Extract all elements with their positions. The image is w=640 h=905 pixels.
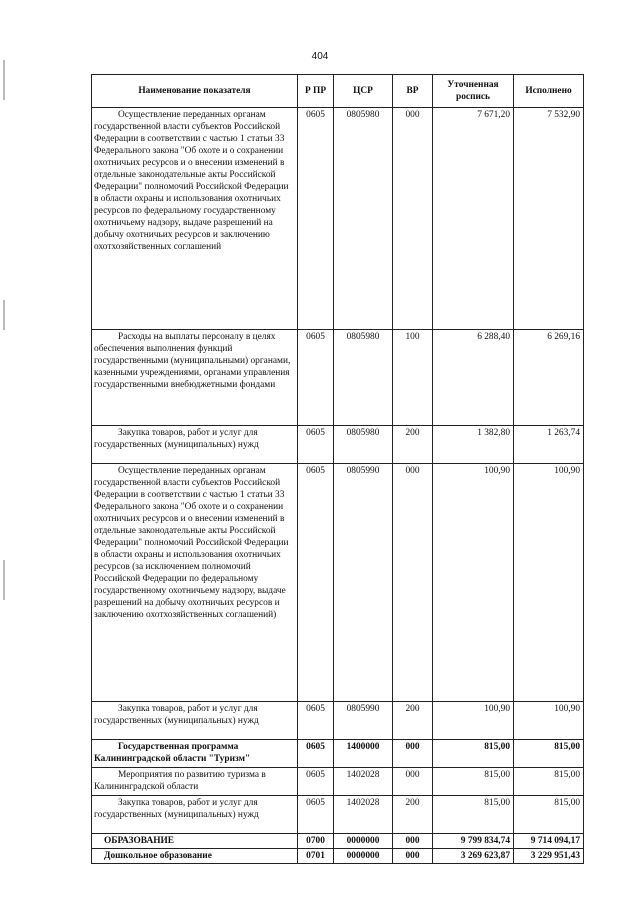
table-row (92, 702, 584, 740)
row-name: Закупка товаров, работ и услуг для государственных (муниципальных) нужд (92, 426, 298, 464)
row-name: Расходы на выплаты персоналу в целях обеспечения выполнения функций государственными (муниципальными) органами, казенными учреждениями, органами управления государственными внебюджетными фондами (92, 330, 298, 426)
row-plan: 815,00 (433, 740, 514, 768)
row-name: Мероприятия по развитию туризма в Калининградской области (92, 768, 298, 796)
row-csr: 0805980 (334, 330, 393, 426)
row-done: 815,00 (514, 796, 584, 834)
header-rpr: Р ПР (298, 75, 334, 108)
row-rpr: 0605 (298, 426, 334, 464)
row-plan: 815,00 (433, 768, 514, 796)
row-csr: 0000000 (334, 834, 393, 849)
row-csr: 1402028 (334, 768, 393, 796)
row-csr: 1400000 (334, 740, 393, 768)
row-done: 815,00 (514, 740, 584, 768)
header-plan: Уточненная роспись (433, 75, 514, 108)
row-name: Дошкольное образование (92, 849, 298, 864)
table-row (92, 426, 584, 464)
table-row (92, 796, 584, 834)
row-rpr: 0605 (298, 330, 334, 426)
row-plan: 815,00 (433, 796, 514, 834)
row-plan: 9 799 834,74 (433, 834, 514, 849)
row-csr: 0000000 (334, 849, 393, 864)
table-row (92, 330, 584, 426)
row-vr: 200 (393, 702, 433, 740)
table-row (92, 834, 584, 849)
row-name: Осуществление переданных органам государственной власти субъектов Российской Федерации в соответствии с частью 1 статьи 33 Федерального закона "Об охоте и о сохранении охотничьих ресурсов и о внесении изменений в отдельные законодательные акты Российской Федерации" полномочий Российской Федерации в области охраны и использования охотничьих ресурсов (за исключением полномочий Российской Федерации по федеральному государственному охотничьему надзору, выдаче разрешений на добычу охотничьих ресурсов и заключению охотхозяйственных соглашений) (92, 464, 298, 702)
header-csr: ЦСР (334, 75, 393, 108)
page-number: 404 (311, 51, 329, 62)
row-name: Осуществление переданных органам государственной власти субъектов Российской Федерации в соответствии с частью 1 статьи 33 Федерального закона "Об охоте и о сохранении охотничьих ресурсов и о внесении изменений в отдельные законодательные акты Российской Федерации" полномочий Российской Федерации в области охраны и использования охотничьих ресурсов по федеральному государственному охотничьему надзору, выдаче разрешений на добычу охотничьих ресурсов и заключению охотхозяйственных соглашений (92, 108, 298, 330)
row-vr: 000 (393, 464, 433, 702)
scan-edge-mark (3, 300, 5, 330)
table-row (92, 740, 584, 768)
row-rpr: 0700 (298, 834, 334, 849)
row-vr: 200 (393, 426, 433, 464)
row-rpr: 0605 (298, 768, 334, 796)
scan-edge-mark (3, 60, 5, 100)
row-done: 815,00 (514, 768, 584, 796)
row-name: Закупка товаров, работ и услуг для государственных (муниципальных) нужд (92, 796, 298, 834)
row-csr: 0805990 (334, 464, 393, 702)
row-plan: 3 269 623,87 (433, 849, 514, 864)
row-done: 3 229 951,43 (514, 849, 584, 864)
table-row (92, 464, 584, 702)
header-indicator-name: Наименование показателя (92, 75, 298, 108)
row-done: 6 269,16 (514, 330, 584, 426)
row-done: 100,90 (514, 702, 584, 740)
row-vr: 000 (393, 768, 433, 796)
row-done: 9 714 094,17 (514, 834, 584, 849)
table-row (92, 849, 584, 864)
row-rpr: 0605 (298, 702, 334, 740)
table-row (92, 768, 584, 796)
scan-edge-mark (3, 560, 5, 600)
row-vr: 000 (393, 108, 433, 330)
row-csr: 0805980 (334, 426, 393, 464)
row-rpr: 0605 (298, 464, 334, 702)
row-vr: 000 (393, 849, 433, 864)
row-plan: 1 382,80 (433, 426, 514, 464)
row-csr: 0805980 (334, 108, 393, 330)
row-vr: 200 (393, 796, 433, 834)
row-csr: 0805990 (334, 702, 393, 740)
row-plan: 100,90 (433, 702, 514, 740)
budget-table (91, 74, 584, 864)
row-name: ОБРАЗОВАНИЕ (92, 834, 298, 849)
row-done: 100,90 (514, 464, 584, 702)
table-row (92, 108, 584, 330)
row-vr: 000 (393, 740, 433, 768)
header-done: Исполнено (514, 75, 584, 108)
header-vr: ВР (393, 75, 433, 108)
row-rpr: 0605 (298, 796, 334, 834)
table-header-row (92, 75, 584, 108)
row-plan: 7 671,20 (433, 108, 514, 330)
row-plan: 100,90 (433, 464, 514, 702)
row-rpr: 0605 (298, 108, 334, 330)
row-rpr: 0605 (298, 740, 334, 768)
row-csr: 1402028 (334, 796, 393, 834)
row-name: Закупка товаров, работ и услуг для государственных (муниципальных) нужд (92, 702, 298, 740)
row-vr: 100 (393, 330, 433, 426)
row-rpr: 0701 (298, 849, 334, 864)
row-done: 7 532,90 (514, 108, 584, 330)
row-vr: 000 (393, 834, 433, 849)
row-name: Государственная программа Калининградской области "Туризм" (92, 740, 298, 768)
row-done: 1 263,74 (514, 426, 584, 464)
row-plan: 6 288,40 (433, 330, 514, 426)
